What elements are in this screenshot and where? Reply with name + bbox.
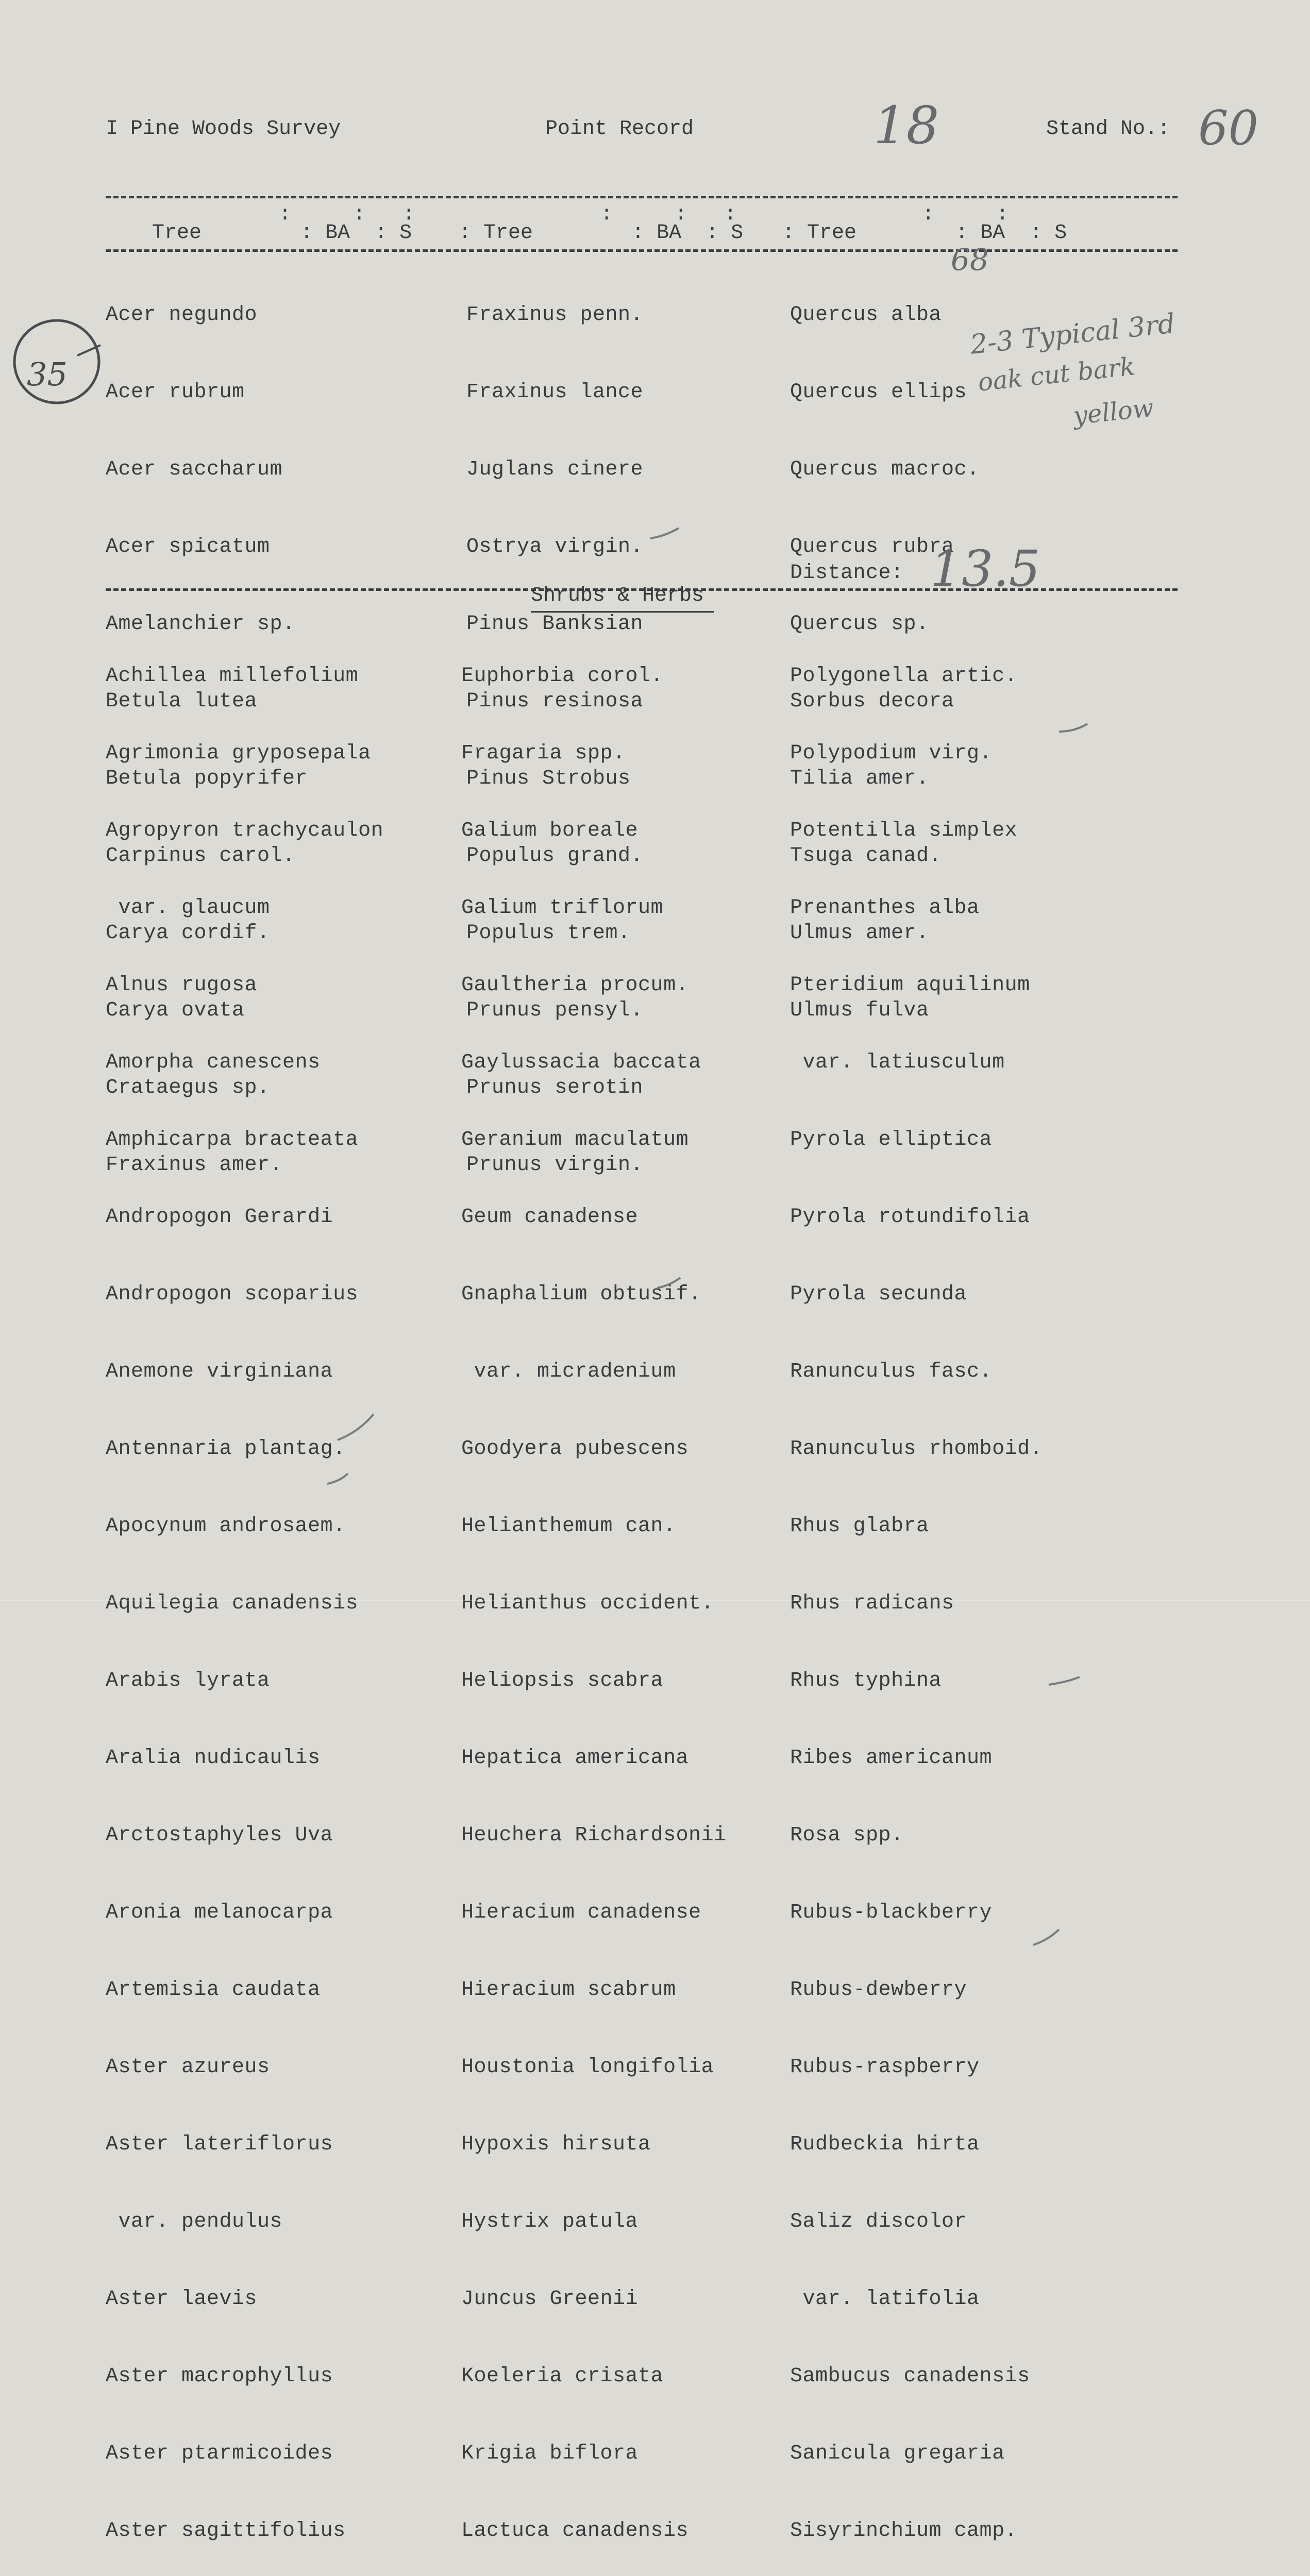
list-item: Koeleria crisata <box>461 2365 664 2388</box>
list-item: Aster laevis <box>106 2287 258 2311</box>
list-item: Amelanchier sp. <box>106 613 295 636</box>
list-item: Carya ovata <box>106 999 245 1022</box>
list-item: Alnus rugosa <box>106 974 258 997</box>
list-item: Ostrya virgin. <box>466 535 644 558</box>
check-mark <box>1049 1677 1080 1685</box>
list-item: Fraxinus penn. <box>466 303 644 327</box>
list-item: Rudbeckia hirta <box>790 2133 980 2156</box>
list-item: Andropogon Gerardi <box>106 1206 333 1229</box>
list-item: Rhus glabra <box>790 1515 929 1538</box>
list-item: Betula popyrifer <box>106 767 308 790</box>
list-item: Amphicarpa bracteata <box>106 1128 359 1151</box>
list-item: Polygonella artic. <box>790 665 1018 688</box>
list-item: Populus trem. <box>466 922 631 945</box>
list-item: Krigia biflora <box>461 2442 639 2465</box>
list-item: Gaultheria procum. <box>461 974 689 997</box>
shrubs-heading: Shrubs & Herbs <box>531 584 704 607</box>
list-item: Achillea millefolium <box>106 665 359 688</box>
check-mark <box>650 528 679 538</box>
list-item: Hepatica americana <box>461 1747 689 1770</box>
list-item: Amorpha canescens <box>106 1051 321 1074</box>
list-item: Apocynum androsaem. <box>106 1515 346 1538</box>
list-item: Houstonia longifolia <box>461 2056 714 2079</box>
list-item: Heuchera Richardsonii <box>461 1824 727 1847</box>
list-item: Quercus alba <box>790 303 942 327</box>
list-item: Pyrola elliptica <box>790 1128 993 1151</box>
list-item: Geum canadense <box>461 1206 639 1229</box>
list-item: Arabis lyrata <box>106 1669 270 1692</box>
list-item: Acer negundo <box>106 303 258 327</box>
top-rule <box>106 196 1178 198</box>
list-item: Aster sagittifolius <box>106 2519 346 2543</box>
list-item: Juncus Greenii <box>461 2287 639 2311</box>
fold-line <box>0 1600 1310 1601</box>
list-item: Populus grand. <box>466 844 644 868</box>
list-item: Agropyron trachycaulon <box>106 819 384 842</box>
list-item: Prunus virgin. <box>466 1154 644 1177</box>
list-item: var. pendulus <box>106 2210 283 2233</box>
list-item: Galium triflorum <box>461 896 664 920</box>
list-item: Tsuga canad. <box>790 844 942 868</box>
list-item: Pinus resinosa <box>466 690 644 713</box>
distance-value: 13.5 <box>930 540 1040 598</box>
survey-title: I Pine Woods Survey <box>106 117 341 141</box>
list-item: Goodyera pubescens <box>461 1437 689 1461</box>
list-item: Pyrola secunda <box>790 1283 967 1306</box>
note-line-1: 2-3 Typical 3rd <box>969 308 1177 361</box>
list-item: Sisyrinchium camp. <box>790 2519 1018 2543</box>
list-item: Ulmus fulva <box>790 999 929 1022</box>
list-item: Geranium maculatum <box>461 1128 689 1151</box>
shrubs-column-2 <box>461 612 739 2576</box>
list-item: Hypoxis hirsuta <box>461 2133 651 2156</box>
note-line-3: yellow <box>1072 393 1155 431</box>
list-item: Aster macrophyllus <box>106 2365 333 2388</box>
list-item: Juglans cinere <box>466 458 644 481</box>
stand-number: 60 <box>1198 100 1259 156</box>
shrubs-column-3 <box>790 612 1043 2576</box>
list-item: Crataegus sp. <box>106 1076 270 1099</box>
list-item: Aster azureus <box>106 2056 270 2079</box>
tree-header-1: Tree : BA : S <box>152 222 425 245</box>
list-item: Sorbus decora <box>790 690 954 713</box>
list-item: Ranunculus rhomboid. <box>790 1437 1043 1461</box>
list-item: var. micradenium <box>461 1360 676 1383</box>
list-item: Antennaria plantag. <box>106 1437 346 1461</box>
list-item: var. latifolia <box>790 2287 980 2311</box>
list-item: Rubus-blackberry <box>790 1901 993 1924</box>
list-item: Helianthus occident. <box>461 1592 714 1615</box>
list-item: Gaylussacia baccata <box>461 1051 701 1074</box>
list-item: Ranunculus fasc. <box>790 1360 993 1383</box>
list-item: Heliopsis scabra <box>461 1669 664 1692</box>
list-item: Aquilegia canadensis <box>106 1592 359 1615</box>
list-item: Saliz discolor <box>790 2210 967 2233</box>
tree-header-2: : Tree : BA : S <box>459 222 756 245</box>
list-item: Anemone virginiana <box>106 1360 333 1383</box>
list-item: Acer spicatum <box>106 535 270 558</box>
list-item: Tilia amer. <box>790 767 929 790</box>
list-item: Betula lutea <box>106 690 258 713</box>
list-item: Rhus radicans <box>790 1592 954 1615</box>
note-line-2: oak cut bark <box>977 352 1136 397</box>
list-item: Rubus-raspberry <box>790 2056 980 2079</box>
list-item: Hieracium canadense <box>461 1901 701 1924</box>
distance-label: Distance: <box>790 562 904 585</box>
list-item: Carya cordif. <box>106 922 270 945</box>
list-item: Ribes americanum <box>790 1747 993 1770</box>
list-item: Aralia nudicaulis <box>106 1747 321 1770</box>
list-item: Acer saccharum <box>106 458 283 481</box>
list-item: Aronia melanocarpa <box>106 1901 333 1924</box>
list-item: Prunus pensyl. <box>466 999 644 1022</box>
list-item: Acer rubrum <box>106 381 245 404</box>
sheet-number: 18 <box>874 95 939 156</box>
list-item: Arctostaphyles Uva <box>106 1824 333 1847</box>
list-item: Rubus-dewberry <box>790 1978 967 2002</box>
list-item: Quercus sp. <box>790 613 929 636</box>
list-item: Fraxinus lance <box>466 381 644 404</box>
list-item: Lactuca canadensis <box>461 2519 689 2543</box>
list-item: Gnaphalium obtusif. <box>461 1283 701 1306</box>
list-item: Hystrix patula <box>461 2210 639 2233</box>
list-item: Hieracium scabrum <box>461 1978 676 2002</box>
list-item: Andropogon scoparius <box>106 1283 359 1306</box>
list-item: Galium boreale <box>461 819 639 842</box>
list-item: Pyrola rotundifolia <box>790 1206 1030 1229</box>
list-item: Pteridium aquilinum <box>790 974 1030 997</box>
record-title: Point Record <box>545 117 694 141</box>
list-item: Rhus typhina <box>790 1669 942 1692</box>
list-item: var. latiusculum <box>790 1051 1005 1074</box>
list-item: Polypodium virg. <box>790 742 993 765</box>
list-item: Sambucus canadensis <box>790 2365 1030 2388</box>
list-item: Rosa spp. <box>790 1824 904 1847</box>
stand-label: Stand No.: <box>1046 117 1170 141</box>
shrubs-column-1 <box>106 612 383 2576</box>
colon-row: : : : : : : : : <box>106 203 1009 226</box>
list-item: Carpinus carol. <box>106 844 295 868</box>
list-item: Prenanthes alba <box>790 896 980 920</box>
list-item: Aster lateriflorus <box>106 2133 333 2156</box>
tree-header-3: : Tree : BA : S <box>782 222 1067 245</box>
list-item: Helianthemum can. <box>461 1515 676 1538</box>
list-item: Agrimonia gryposepala <box>106 742 371 765</box>
list-item: Ulmus amer. <box>790 922 929 945</box>
list-item: Aster ptarmicoides <box>106 2442 333 2465</box>
list-item: Sanicula gregaria <box>790 2442 1005 2465</box>
list-item: Prunus serotin <box>466 1076 644 1099</box>
list-item: var. glaucum <box>106 896 270 920</box>
list-item: Fraxinus amer. <box>106 1154 283 1177</box>
circled-number: 35 <box>27 355 68 393</box>
list-item: Fragaria spp. <box>461 742 626 765</box>
list-item: Pinus Strobus <box>466 767 631 790</box>
check-mark <box>1059 724 1087 732</box>
list-item: Pinus Banksian <box>466 613 644 636</box>
list-item: Quercus rubra <box>790 535 954 558</box>
list-item: Euphorbia corol. <box>461 665 664 688</box>
list-item: Quercus ellips <box>790 381 967 404</box>
ba-value: 68 <box>951 242 989 277</box>
list-item: Potentilla simplex <box>790 819 1018 842</box>
list-item: Quercus macroc. <box>790 458 980 481</box>
list-item: Artemisia caudata <box>106 1978 321 2002</box>
